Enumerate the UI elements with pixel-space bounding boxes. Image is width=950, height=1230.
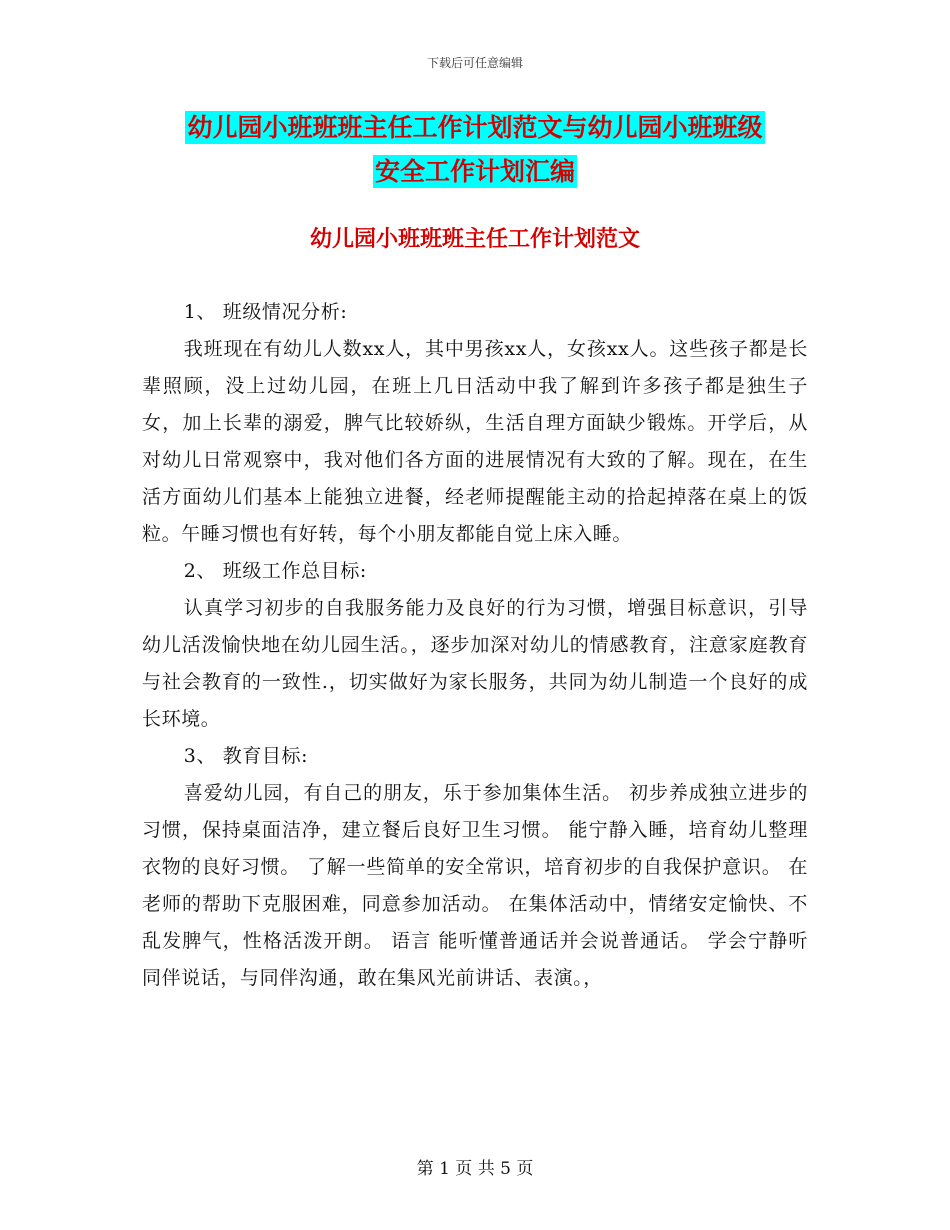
main-title-line-2 [0, 157, 950, 187]
paragraph-class-goals: 认真学习初步的自我服务能力及良好的行为习惯，增强目标意识，引导幼儿活泼愉快地在幼儿园生活。，逐步加深对幼儿的情感教育，注意家庭教育与社会教育的一致性.，切实做好为家长服务，共同为幼儿制造一个良好的成长环境。 [142, 597, 808, 730]
header-note: 下载后可任意编辑 [426, 56, 523, 70]
paragraph-heading-3: 3、 教育目标: [183, 745, 309, 767]
paragraph-education-goals: 喜爱幼儿园，有自己的朋友，乐于参加集体生活。 初步养成独立进步的习惯，保持桌面洁净，建立餐后良好卫生习惯。 能宁静入睡，培育幼儿整理衣物的良好习惯。 了解一些简单的安全常识，培育初步的自我保护意识。 在老师的帮助下克服困难，同意参加活动。 在集体活动中，情绪安定愉快、不乱发脾气，性格活泼开朗。 语言 能听懂普通话并会说普通话。 学会宁静听同伴说话，与同伴沟通，敢在集风光前讲话、表演。， [142, 782, 808, 989]
paragraph-class-situation: 我班现在有幼儿人数xx人，其中男孩xx人，女孩xx人。这些孩子都是长辈照顾，没上过幼儿园，在班上几日活动中我了解到许多孩子都是独生子女，加上长辈的溺爱，脾气比较娇纵，生活自理方面缺少锻炼。开学后，从对幼儿日常观察中，我对他们各方面的进展情况有大致的了解。现在，在生活方面幼儿们基本上能独立进餐，经老师提醒能主动的拾起掉落在桌上的饭粒。午睡习惯也有好转，每个小朋友都能自觉上床入睡。 [142, 338, 808, 545]
main-title-line-1-text: 幼儿园小班班班主任工作计划范文与幼儿园小班班级 [187, 113, 763, 142]
section-title: 幼儿园小班班班主任工作计划范文 [309, 227, 640, 252]
paragraph-heading-2: 2、 班级工作总目标: [183, 560, 367, 582]
page-footer: 第 1 页 共 5 页 [416, 1159, 534, 1179]
document-body [142, 294, 808, 997]
paragraph-heading-1: 1、 班级情况分析: [183, 301, 348, 323]
main-title-line-1 [0, 113, 950, 143]
main-title-line-2-text: 安全工作计划汇编 [374, 157, 575, 186]
